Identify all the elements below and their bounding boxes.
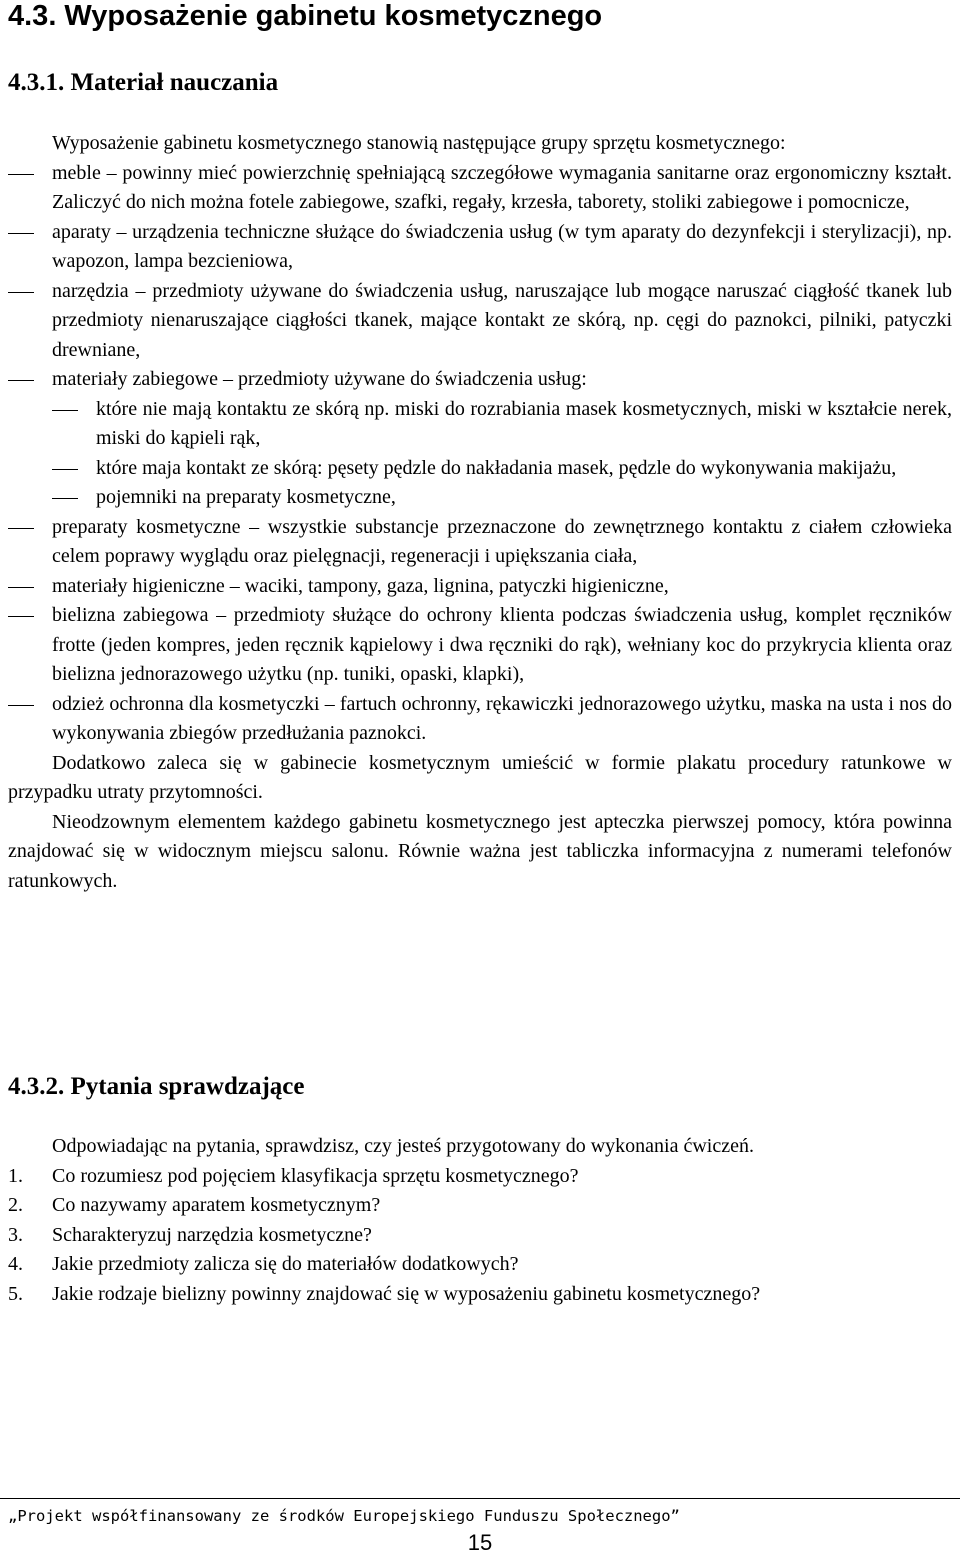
question-number: 2.: [8, 1194, 23, 1216]
list-item: [8, 690, 952, 749]
list-item-text: pojemniki na preparaty kosmetyczne,: [96, 486, 396, 508]
list-item: [8, 601, 952, 690]
list-item-text: narzędzia – przedmioty używane do świadczenia usług, naruszające lub mogące naruszać ciągłość tkanek lub przedmioty nienaruszające ciągłości tkanek, mające kontakt ze skórą, np. cęgi do paznokci, pilniki, patyczki drewniane,: [52, 279, 952, 361]
question-item: [8, 1221, 952, 1251]
dash-bullet: [8, 528, 34, 529]
dash-bullet: [52, 410, 78, 411]
dash-bullet: [52, 469, 78, 470]
intro-paragraph: Wyposażenie gabinetu kosmetycznego stanowią następujące grupy sprzętu kosmetycznego:: [52, 132, 786, 154]
subsection-title-questions: 4.3.2. Pytania sprawdzające: [8, 1073, 305, 1100]
dash-bullet: [8, 587, 34, 588]
page-number: 15: [467, 1530, 493, 1555]
list-item-text: bielizna zabiegowa – przedmioty służące do ochrony klienta podczas świadczenia usług, komplet ręczników frotte (jeden kompres, jeden ręcznik kąpielowy i dwa ręczniki do rąk), wełniany koc do przykrycia klienta oraz bielizna jednorazowego użytku (np. tuniki, opaski, klapki),: [52, 604, 952, 685]
list-item: [8, 365, 952, 395]
question-item: [8, 1250, 952, 1280]
questions-intro: Odpowiadając na pytania, sprawdzisz, czy jesteś przygotowany do wykonania ćwiczeń.: [52, 1135, 754, 1157]
question-number: 4.: [8, 1253, 23, 1275]
question-text: Jakie rodzaje bielizny powinny znajdować się w wyposażeniu gabinetu kosmetycznego?: [52, 1282, 761, 1305]
dash-bullet: [8, 380, 34, 381]
dash-bullet: [8, 174, 34, 175]
question-item: [8, 1162, 952, 1192]
footer-divider: [0, 1498, 960, 1499]
question-number: 1.: [8, 1164, 23, 1187]
list-item-text: odzież ochronna dla kosmetyczki – fartuch ochronny, rękawiczki jednorazowego użytku, maska na usta i nos do wykonywania zbiegów przedłużania paznokci.: [52, 692, 952, 744]
question-number: 5.: [8, 1282, 23, 1305]
list-item-text: preparaty kosmetyczne – wszystkie substancje przeznaczone do zewnętrznego kontaktu z ciałem człowieka celem poprawy wyglądu oraz pielęgnacji, regeneracji i upiększania ciała,: [52, 515, 952, 567]
list-item: [8, 513, 952, 572]
sub-list-item: [8, 454, 952, 484]
dash-bullet: [8, 616, 34, 617]
dash-bullet: [52, 498, 78, 499]
questions-list: [8, 1162, 952, 1310]
paragraph-first-aid: Nieodzownym elementem każdego gabinetu kosmetycznego jest apteczka pierwszej pomocy, która powinna znajdować się w widocznym miejscu salonu. Równie ważna jest tabliczka informacyjna z numerami telefonów ratunkowych.: [8, 810, 952, 892]
list-item-text: materiały higieniczne – waciki, tampony, gaza, lignina, patyczki higieniczne,: [52, 574, 669, 597]
dash-bullet: [8, 705, 34, 706]
footer-text: „Projekt współfinansowany ze środków Europejskiego Funduszu Społecznego”: [8, 1507, 680, 1525]
paragraph-procedures: Dodatkowo zaleca się w gabinecie kosmetycznym umieścić w formie plakatu procedury ratunkowe w przypadku utraty przytomności.: [8, 751, 952, 803]
question-text: Scharakteryzuj narzędzia kosmetyczne?: [52, 1223, 372, 1246]
section-title: 4.3. Wyposażenie gabinetu kosmetycznego: [8, 0, 603, 32]
sub-list-item: [8, 483, 952, 513]
list-item: [8, 218, 952, 277]
list-item-text: meble – powinny mieć powierzchnię spełniającą szczegółowe wymagania sanitarne oraz ergonomiczny kształt. Zaliczyć do nich można fotele zabiegowe, szafki, regały, krzesła, taborety, stoliki zabiegowe i pomocnicze,: [52, 161, 952, 213]
dash-bullet: [8, 292, 34, 293]
sub-list-item: [8, 395, 952, 454]
question-number: 3.: [8, 1223, 23, 1246]
list-item-text: które maja kontakt ze skórą: pęsety pędzle do nakładania masek, pędzle do wykonywania makijażu,: [96, 456, 897, 479]
question-text: Co nazywamy aparatem kosmetycznym?: [52, 1194, 381, 1216]
list-item-text: które nie mają kontaktu ze skórą np. miski do rozrabiania masek kosmetycznych, miski w kształcie nerek, miski do kąpieli rąk,: [96, 397, 952, 449]
question-text: Jakie przedmioty zalicza się do materiałów dodatkowych?: [52, 1253, 519, 1275]
question-item: [8, 1280, 952, 1310]
list-item: [8, 277, 952, 366]
list-item: [8, 572, 952, 602]
list-item-text: aparaty – urządzenia techniczne służące do świadczenia usług (w tym aparaty do dezynfekcji i sterylizacji), np. wapozon, lampa bezcieniowa,: [52, 220, 952, 272]
questions-body: [8, 1132, 952, 1309]
subsection-title-material: 4.3.1. Materiał nauczania: [8, 69, 279, 96]
list-item-text: materiały zabiegowe – przedmioty używane do świadczenia usług:: [52, 368, 587, 390]
question-item: [8, 1191, 952, 1221]
dash-bullet: [8, 233, 34, 234]
list-item: [8, 159, 952, 218]
material-body: [8, 129, 952, 896]
question-text: Co rozumiesz pod pojęciem klasyfikacja sprzętu kosmetycznego?: [52, 1164, 579, 1187]
